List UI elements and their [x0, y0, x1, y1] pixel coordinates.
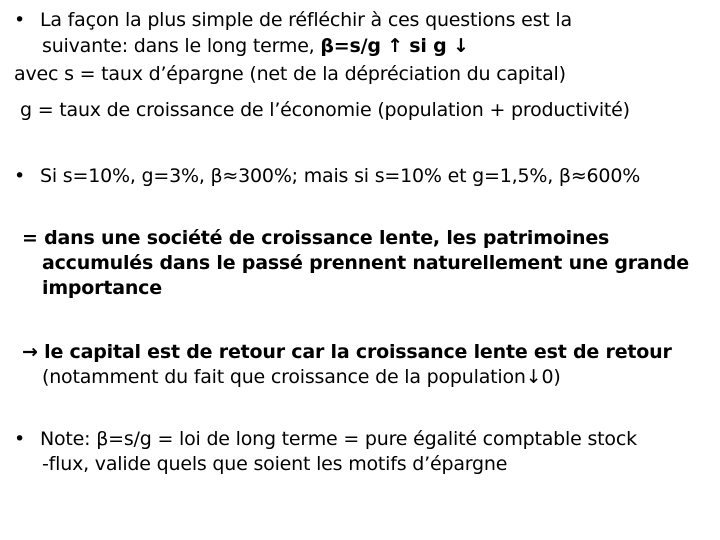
paragraph-3-text-2: accumulés dans le passé prennent naturellement une grande — [42, 252, 689, 274]
paragraph-1-line-1 — [14, 8, 572, 32]
paragraph-1-line-2 — [42, 34, 469, 58]
paragraph-1-line-4 — [20, 98, 630, 122]
paragraph-2-text-1: Si s=10%, g=3%, β≈300%; mais si s=10% et g=1,5%, β≈600% — [40, 165, 641, 187]
paragraph-3-line-2 — [42, 251, 689, 275]
paragraph-3-line-1 — [22, 226, 609, 250]
paragraph-4-line-1 — [22, 340, 672, 364]
paragraph-5-line-1 — [14, 427, 637, 451]
paragraph-1-text-4: g = taux de croissance de l’économie (population + productivité) — [20, 99, 630, 121]
paragraph-3-text-1: = dans une société de croissance lente, les patrimoines — [22, 227, 610, 249]
paragraph-4-text-2: (notamment du fait que croissance de la population↓0) — [42, 366, 561, 388]
paragraph-2-line-1 — [14, 164, 640, 188]
bullet-icon: • — [14, 428, 26, 450]
paragraph-1-line-3 — [14, 62, 566, 86]
paragraph-5-line-2 — [42, 452, 507, 476]
paragraph-4-text-1: → le capital est de retour car la croissance lente est de retour — [22, 341, 672, 363]
beta-formula: β=s/g ↑ si g ↓ — [320, 35, 469, 57]
paragraph-3-text-3: importance — [42, 277, 162, 299]
bullet-icon: • — [14, 9, 26, 31]
paragraph-1-text-3: avec s = taux d’épargne (net de la dépréciation du capital) — [14, 63, 566, 85]
bullet-icon: • — [14, 165, 26, 187]
paragraph-3-line-3 — [42, 276, 162, 300]
paragraph-4-line-2 — [42, 365, 561, 389]
paragraph-5-text-2: -flux, valide quels que soient les motifs d’épargne — [42, 453, 508, 475]
paragraph-1-text-2: suivante: dans le long terme, — [42, 35, 321, 57]
paragraph-5-text-1: Note: β=s/g = loi de long terme = pure égalité comptable stock — [40, 428, 637, 450]
paragraph-1-text-1: La façon la plus simple de réfléchir à ces questions est la — [40, 9, 572, 31]
